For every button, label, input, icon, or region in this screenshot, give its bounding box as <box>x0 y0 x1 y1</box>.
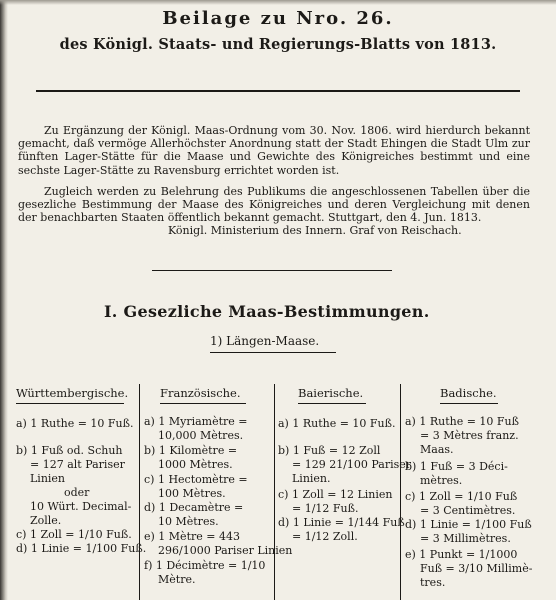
table-entry: Mètre. <box>158 573 196 586</box>
header-rule <box>36 90 520 92</box>
table-entry: a) 1 Ruthe = 10 Fuß <box>405 415 519 428</box>
table-entry: f) 1 Décimètre = 1/10 <box>144 559 266 572</box>
table-entry: b) 1 Fuß od. Schuh <box>16 444 123 457</box>
page-subtitle: des Königl. Staats- und Regierungs-Blatts von 1813. <box>59 36 497 53</box>
table-entry: Linien <box>30 472 66 485</box>
table-entry: c) 1 Hectomètre = <box>144 473 248 486</box>
table-entry: a) 1 Ruthe = 10 Fuß. <box>16 417 134 430</box>
heading-underline <box>440 403 498 404</box>
table-entry: c) 1 Zoll = 1/10 Fuß <box>405 490 518 503</box>
column-heading-wuerttemberg: Württembergische. <box>16 386 129 400</box>
table-entry: = 3 Millimètres. <box>420 532 511 545</box>
heading-underline <box>298 403 366 404</box>
table-entry: d) 1 Linie = 1/100 Fuß <box>405 518 532 531</box>
section-subtitle: 1) Längen-Maase. <box>210 334 320 348</box>
table-entry: oder <box>64 486 90 499</box>
page-edge-shadow <box>0 0 8 600</box>
table-entry: e) 1 Punkt = 1/1000 <box>405 548 518 561</box>
table-entry: b) 1 Fuß = 3 Déci- <box>405 460 508 473</box>
heading-underline <box>160 403 246 404</box>
column-heading-baiern: Baierische. <box>298 386 364 400</box>
column-heading-baden: Badische. <box>440 386 497 400</box>
table-entry: b) 1 Fuß = 12 Zoll <box>278 444 381 457</box>
table-entry: Fuß = 3/10 Millimè- <box>420 562 533 575</box>
heading-underline <box>16 403 124 404</box>
table-entry: 1000 Mètres. <box>158 458 233 471</box>
page-top-shadow <box>0 0 556 5</box>
table-entry: b) 1 Kilomètre = <box>144 444 238 457</box>
table-entry: a) 1 Myriamètre = <box>144 415 248 428</box>
table-entry: tres. <box>420 576 446 589</box>
subtitle-underline <box>210 352 336 353</box>
table-entry: d) 1 Linie = 1/100 Fuß. <box>16 542 147 555</box>
table-entry: Linien. <box>292 472 331 485</box>
table-entry: d) 1 Decamètre = <box>144 501 244 514</box>
table-entry: c) 1 Zoll = 1/10 Fuß. <box>16 528 132 541</box>
signature-line: Königl. Ministerium des Innern. Graf von Reischach. <box>168 224 462 237</box>
intro-paragraph-2: Zugleich werden zu Belehrung des Publikums die angeschlossenen Tabellen über die gesezliche Bestimmung der Maase des Königreiches und deren Vergleichung mit denen der benachbarten Staaten öffentlich bekannt gemacht. Stuttgart, den 4. Jun. 1813. <box>18 185 530 225</box>
section-title: I. Gesezliche Maas-Bestimmungen. <box>104 302 430 321</box>
table-entry: = 1/12 Zoll. <box>292 530 358 543</box>
table-entry: = 127 alt Pariser <box>30 458 125 471</box>
table-entry: c) 1 Zoll = 12 Linien <box>278 488 393 501</box>
column-divider <box>400 384 401 600</box>
table-entry: 100 Mètres. <box>158 487 226 500</box>
column-divider <box>274 384 275 600</box>
table-entry: = 3 Centimètres. <box>420 504 516 517</box>
table-entry: = 1/12 Fuß. <box>292 502 359 515</box>
column-divider <box>139 384 140 600</box>
table-entry: = 3 Mètres franz. <box>420 429 519 442</box>
table-entry: 10 Würt. Decimal- <box>30 500 132 513</box>
table-entry: d) 1 Linie = 1/144 Fuß <box>278 516 405 529</box>
intro-paragraph-1: Zu Ergänzung der Königl. Maas-Ordnung vom 30. Nov. 1806. wird hierdurch bekannt gemacht, daß vermöge Allerhöchster Anordnung statt der Stadt Ehingen die Stadt Ulm zur fünften Lager-Stätte für die Maase und Gewichte des Königreiches bestimmt und eine sechste Lager-Stätte zu Ravensburg errichtet worden ist. <box>18 124 530 177</box>
table-entry: a) 1 Ruthe = 10 Fuß. <box>278 417 396 430</box>
table-entry: 10 Mètres. <box>158 515 219 528</box>
page-title: Beilage zu Nro. 26. <box>162 8 394 29</box>
table-entry: mètres. <box>420 474 463 487</box>
section-divider <box>152 270 392 271</box>
table-entry: 10,000 Mètres. <box>158 429 244 442</box>
table-entry: = 129 21/100 Pariser <box>292 458 412 471</box>
table-entry: 296/1000 Pariser Linien <box>158 544 293 557</box>
table-entry: Zolle. <box>30 514 62 527</box>
table-entry: Maas. <box>420 443 454 456</box>
column-heading-frankreich: Französische. <box>160 386 241 400</box>
table-entry: e) 1 Mètre = 443 <box>144 530 240 543</box>
